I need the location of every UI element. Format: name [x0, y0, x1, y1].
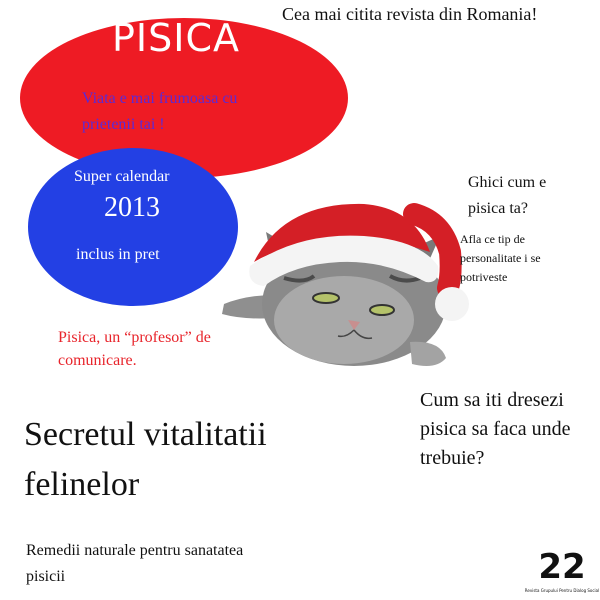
headline-secret: Secretul vitalitatii felinelor [24, 416, 267, 503]
22-magazine-logo [524, 540, 600, 594]
logo-mark [524, 540, 600, 594]
cat-face-light [274, 276, 414, 364]
cat-left-eye [313, 293, 339, 303]
santa-hat-pompom [435, 287, 469, 321]
top-slogan: Cea mai citita revista din Romania! [282, 4, 538, 24]
feature-afla: Afla ce tip de personalitate i se potriveste [460, 232, 541, 284]
magazine-title: PISICA [112, 16, 240, 60]
cat-right-eye [370, 305, 394, 315]
cat-with-santa-hat-image [214, 192, 474, 382]
cat-illustration [214, 192, 474, 382]
calendar-year: 2013 [104, 192, 160, 223]
feature-profesor: Pisica, un “profesor” de comunicare. [58, 329, 211, 369]
logo-caption: Revista Grupului Pentru Dialog Social [524, 588, 600, 593]
tagline: Viata e mai frumoasa cu prietenii tai ! [82, 90, 238, 133]
logo-number: 22 [538, 547, 586, 587]
feature-ghici: Ghici cum e pisica ta? [468, 174, 547, 217]
feature-dresezi: Cum sa iti dresezi pisica sa faca unde trebuie? [420, 389, 571, 469]
cat-right-paw [410, 342, 446, 366]
calendar-included-line: inclus in pret [76, 246, 160, 263]
calendar-promo-line: Super calendar [74, 168, 170, 185]
feature-remedii: Remedii naturale pentru sanatatea pisicii [26, 542, 244, 585]
